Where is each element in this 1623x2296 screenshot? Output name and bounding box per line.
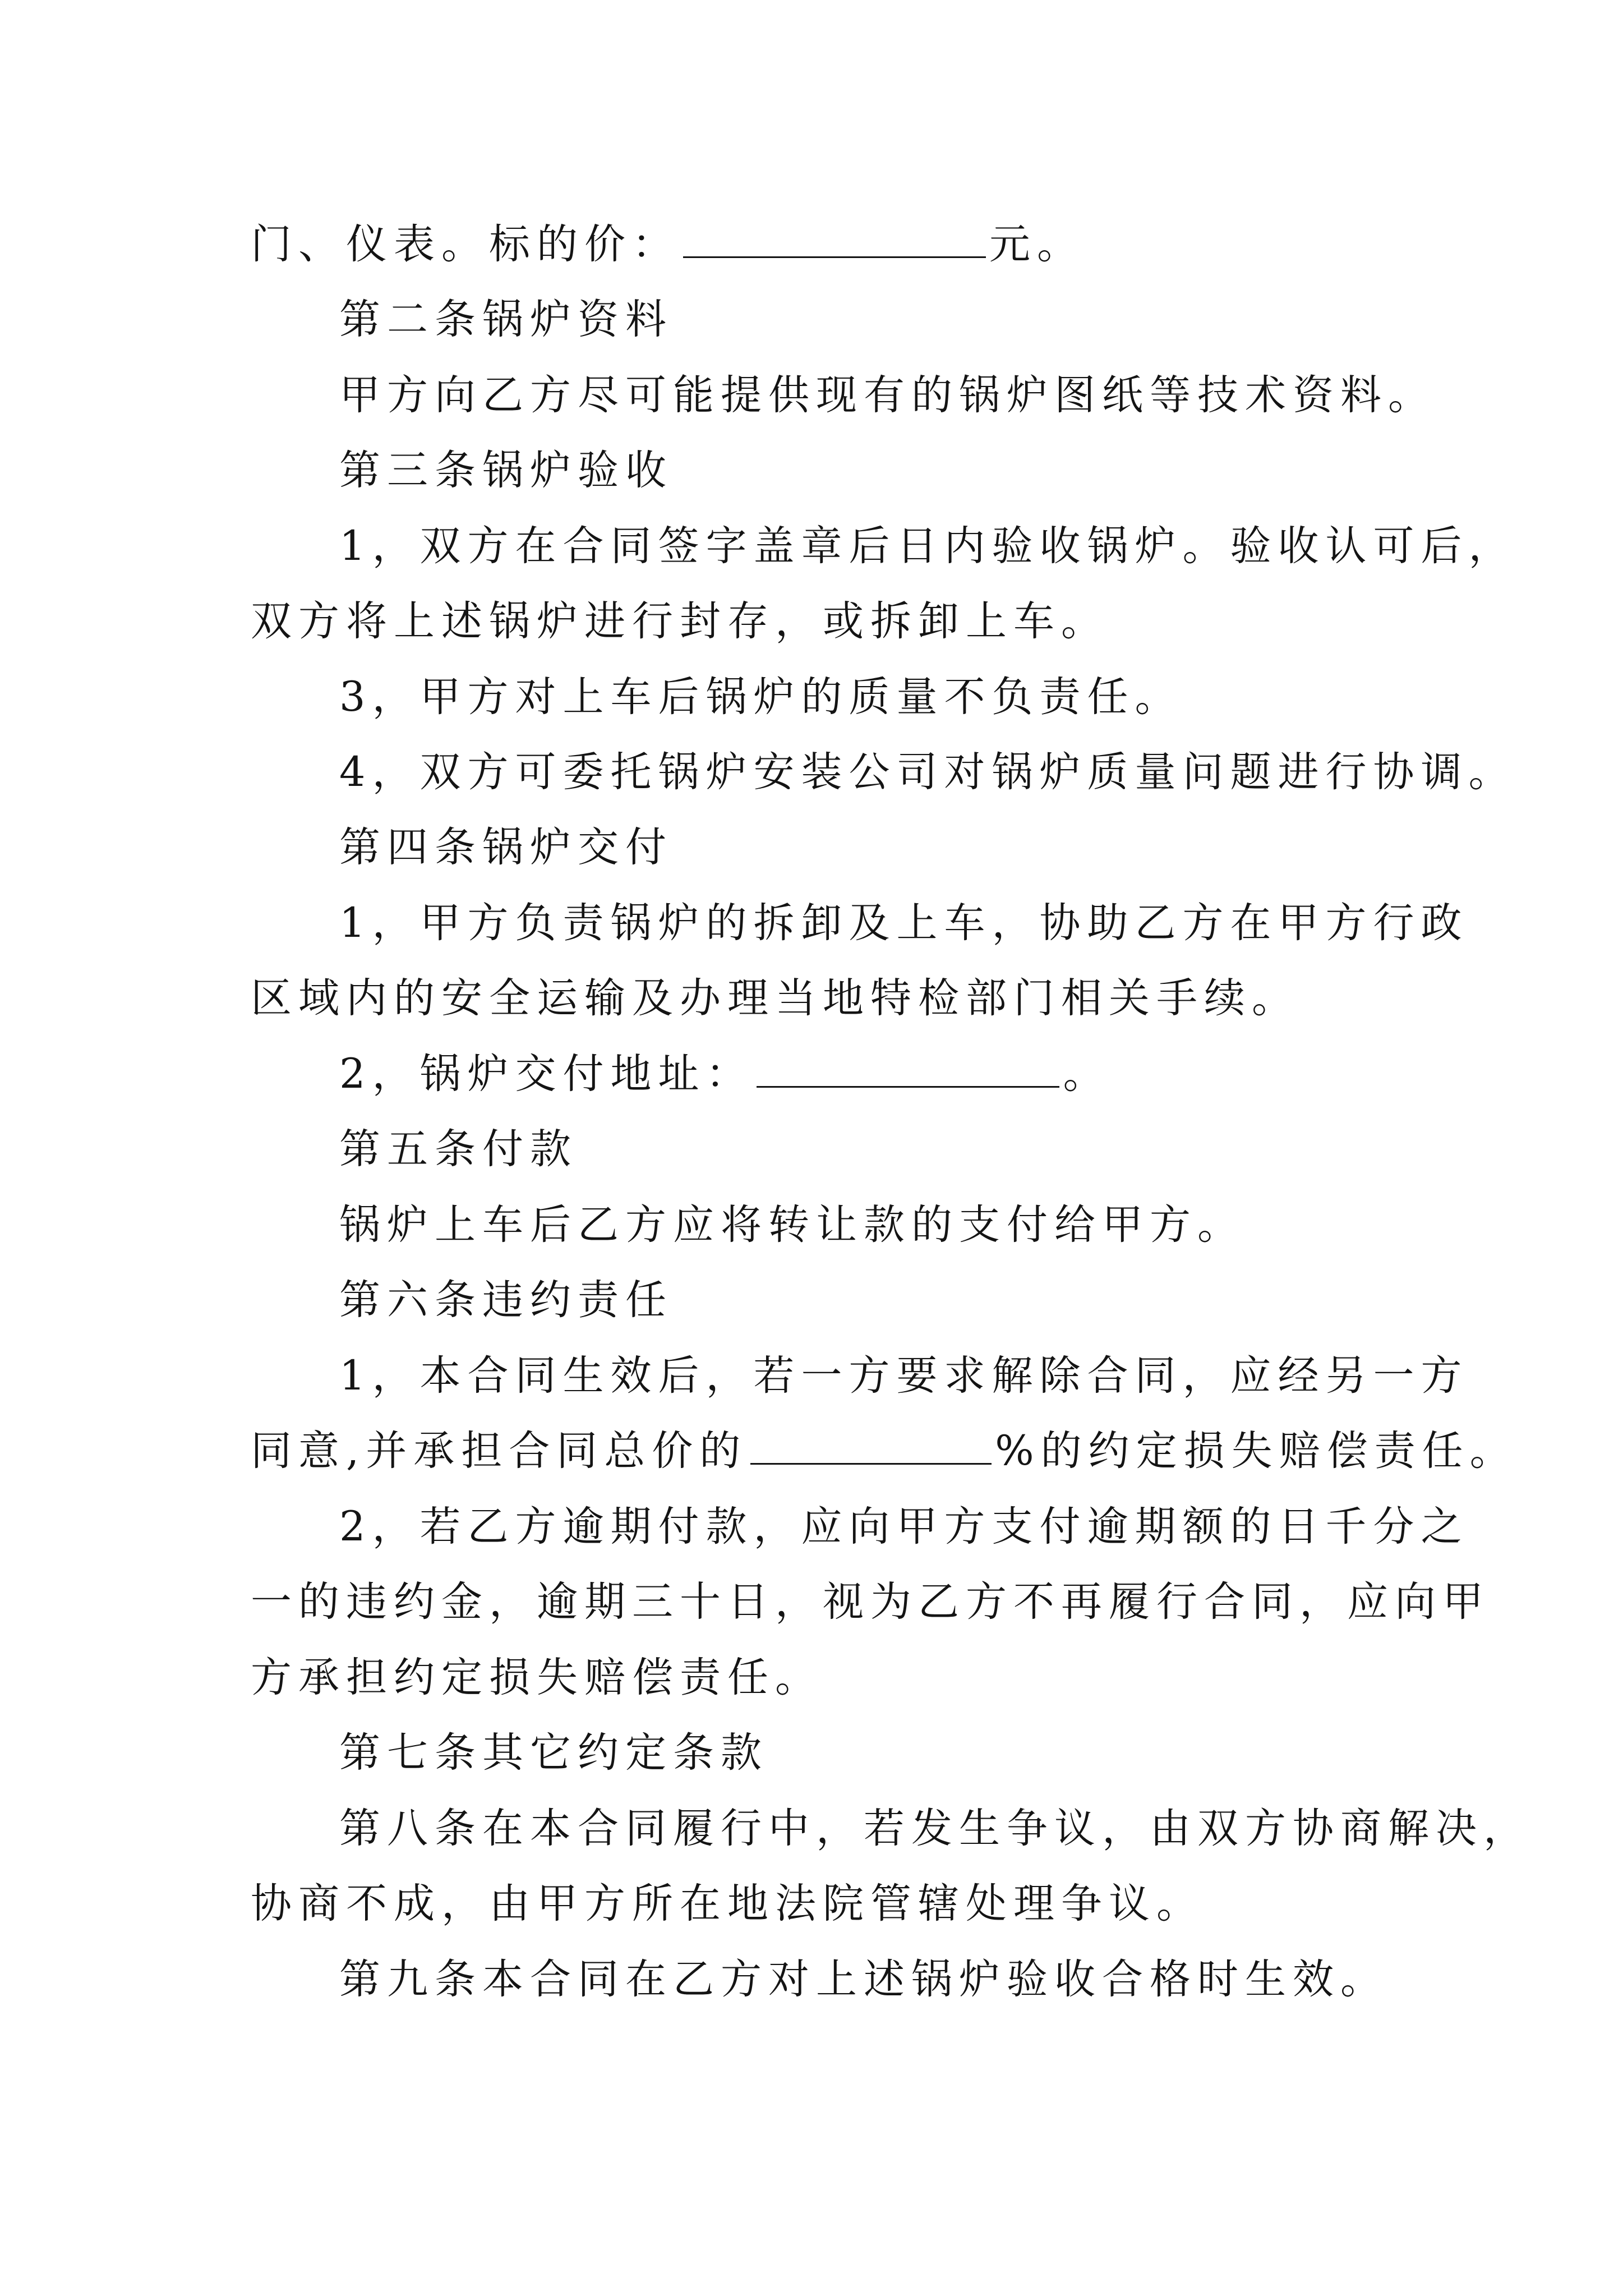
section-heading: 第三条锅炉验收 xyxy=(339,447,673,494)
text-line: 2，若乙方逾期付款，应向甲方支付逾期额的日千分之 xyxy=(339,1503,1469,1550)
fill-in-blank xyxy=(750,1426,992,1465)
section-heading: 第五条付款 xyxy=(339,1125,578,1173)
text-line: 第九条本合同在乙方对上述锅炉验收合格时生效。 xyxy=(339,1955,1388,2003)
text-line: 1，甲方负责锅炉的拆卸及上车，协助乙方在甲方行政 xyxy=(339,899,1469,947)
text-line xyxy=(339,1047,1110,1101)
text-line: 第八条在本合同履行中，若发生争议，由双方协商解决， xyxy=(339,1805,1531,1852)
text-line: 方承担约定损失赔偿责任。 xyxy=(251,1654,823,1701)
text-line: 双方将上述锅炉进行封存，或拆卸上车。 xyxy=(251,597,1109,645)
section-heading: 第七条其它约定条款 xyxy=(339,1729,768,1777)
line-text: 门、仪表。标的价： xyxy=(251,220,680,268)
text-line: 1，双方在合同签字盖章后日内验收锅炉。验收认可后， xyxy=(339,522,1516,570)
text-line: 一的违约金，逾期三十日，视为乙方不再履行合同，应向甲 xyxy=(251,1578,1490,1626)
line-text: 元。 xyxy=(989,220,1085,268)
section-heading: 第六条违约责任 xyxy=(339,1276,673,1324)
text-line: 甲方向乙方尽可能提供现有的锅炉图纸等技术资料。 xyxy=(339,371,1436,419)
text-line: 3，甲方对上车后锅炉的质量不负责任。 xyxy=(339,673,1183,721)
line-text: 。 xyxy=(1063,1050,1111,1098)
fill-in-blank xyxy=(757,1049,1059,1088)
line-text: %的约定损失赔偿责任。 xyxy=(995,1427,1518,1475)
text-line: 1，本合同生效后，若一方要求解除合同，应经另一方 xyxy=(339,1352,1469,1400)
section-heading: 第四条锅炉交付 xyxy=(339,823,673,871)
text-line xyxy=(251,218,1085,272)
text-line: 区域内的安全运输及办理当地特检部门相关手续。 xyxy=(251,974,1299,1022)
line-text: 同意,并承担合同总价的 xyxy=(251,1427,748,1475)
line-text: 2，锅炉交付地址： xyxy=(339,1050,754,1098)
fill-in-blank xyxy=(683,219,986,258)
text-line xyxy=(251,1424,1518,1478)
text-line: 4，双方可委托锅炉安装公司对锅炉质量问题进行协调。 xyxy=(339,748,1516,796)
text-line: 协商不成，由甲方所在地法院管辖处理争议。 xyxy=(251,1880,1204,1927)
section-heading: 第二条锅炉资料 xyxy=(339,296,673,343)
text-line: 锅炉上车后乙方应将转让款的支付给甲方。 xyxy=(339,1201,1245,1249)
